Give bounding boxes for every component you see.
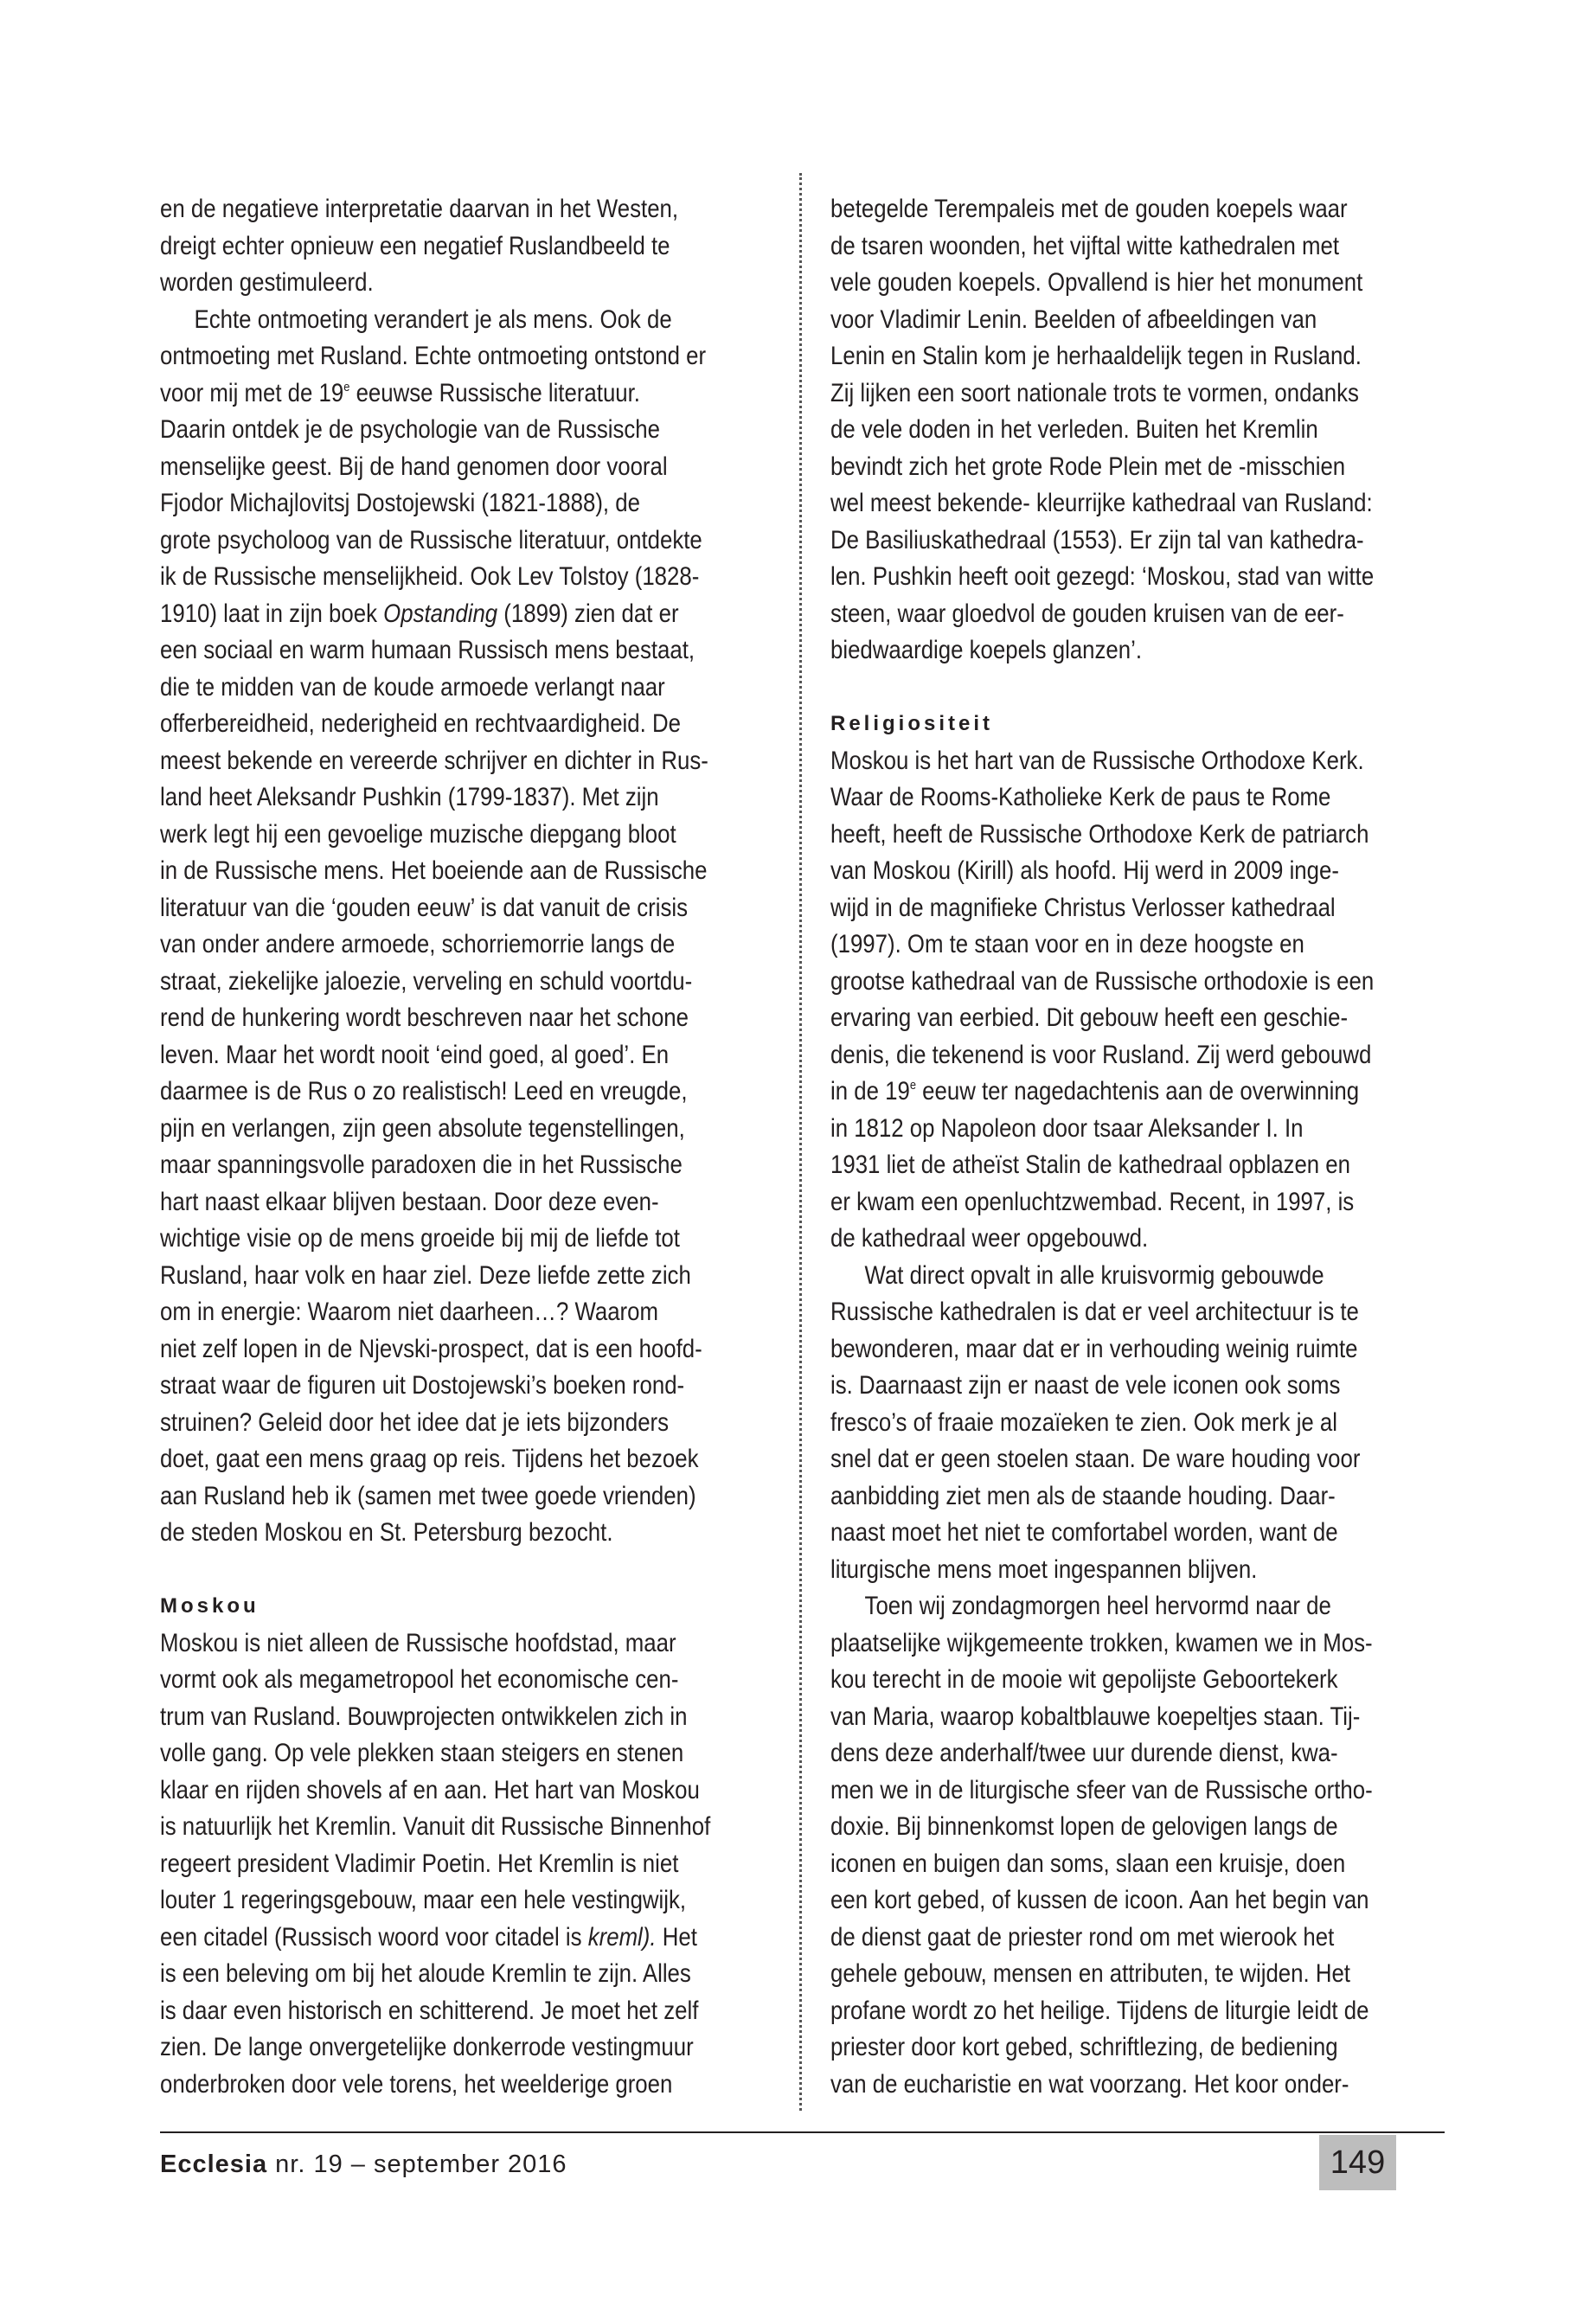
text-line: voor Vladimir Lenin. Beelden of afbeeldingen van bbox=[830, 304, 1317, 334]
text-line: doet, gaat een mens graag op reis. Tijdens het bezoek bbox=[160, 1445, 699, 1473]
text-line bbox=[830, 1074, 1362, 1111]
italic-text: kreml). bbox=[587, 1922, 657, 1952]
text-line: profane wordt zo het heilige. Tijdens de liturgie leidt de bbox=[830, 1996, 1369, 2025]
text-line: volle gang. Op vele plekken staan steigers en stenen bbox=[160, 1739, 684, 1767]
text-line: heeft, heeft de Russische Orthodoxe Kerk de patriarch bbox=[830, 819, 1369, 849]
text-span: Wat direct opvalt in alle kruisvormig gebouwde bbox=[864, 1260, 1324, 1290]
text-line: is natuurlijk het Kremlin. Vanuit dit Russische Binnenhof bbox=[160, 1812, 711, 1841]
blank-line bbox=[160, 1552, 673, 1589]
text-line: bevindt zich het grote Rode Plein met de -misschien bbox=[830, 452, 1346, 481]
text-line: literatuur van die ‘gouden eeuw’ is dat vanuit de crisis bbox=[160, 893, 688, 922]
text-line: biedwaardige koepels glanzen’. bbox=[830, 636, 1143, 664]
text-line: klaar en rijden shovels af en aan. Het hart van Moskou bbox=[160, 1775, 700, 1804]
text-line: Daarin ontdek je de psychologie van de Russische bbox=[160, 415, 660, 444]
text-line: er kwam een openluchtzwembad. Recent, in 1997, is bbox=[830, 1187, 1355, 1216]
text-line: de steden Moskou en St. Petersburg bezocht. bbox=[160, 1518, 613, 1547]
text-line: is. Daarnaast zijn er naast de vele iconen ook soms bbox=[830, 1371, 1341, 1400]
issue-info: nr. 19 – september 2016 bbox=[275, 2150, 567, 2178]
footer-publication bbox=[160, 2150, 567, 2179]
text-line: steen, waar gloedvol de gouden kruisen van de eer- bbox=[830, 599, 1344, 628]
text-span: voor mij met de 19 bbox=[160, 378, 344, 407]
text-line: meest bekende en vereerde schrijver en dichter in Rus- bbox=[160, 746, 708, 775]
text-line: in 1812 op Napoleon door tsaar Aleksander I. In bbox=[830, 1113, 1304, 1143]
text-line: betegelde Terempaleis met de gouden koepels waar bbox=[830, 195, 1348, 223]
text-line: priester door kort gebed, schriftlezing, de bediening bbox=[830, 2033, 1338, 2061]
text-line: struinen? Geleid door het idee dat je iets bijzonders bbox=[160, 1407, 670, 1437]
text-span: eeuwse Russische literatuur. bbox=[349, 378, 640, 407]
text-line: Fjodor Michajlovitsj Dostojewski (1821-1888), de bbox=[160, 489, 640, 517]
text-line: plaatselijke wijkgemeente trokken, kwamen we in Mos- bbox=[830, 1628, 1373, 1657]
text-line bbox=[830, 1258, 1362, 1295]
text-line: een kort gebed, of kussen de icoon. Aan het begin van bbox=[830, 1886, 1369, 1914]
text-line: de kathedraal weer opgebouwd. bbox=[830, 1224, 1149, 1253]
text-line: Lenin en Stalin kom je herhaaldelijk tegen in Rusland. bbox=[830, 342, 1362, 370]
text-line: land heet Aleksandr Pushkin (1799-1837). Met zijn bbox=[160, 783, 659, 811]
text-line: de dienst gaat de priester rond om met wierook het bbox=[830, 1922, 1335, 1952]
text-line: fresco’s of fraaie mozaïeken te zien. Ook merk je al bbox=[830, 1407, 1338, 1437]
text-line: vormt ook als megametropool het economische cen- bbox=[160, 1665, 679, 1694]
text-line: van onder andere armoede, schorriemorrie langs de bbox=[160, 930, 676, 958]
page-number: 149 bbox=[1319, 2135, 1396, 2190]
text-line: van Maria, waarop kobaltblauwe koepeltjes staan. Tij- bbox=[830, 1702, 1361, 1731]
text-line: denis, die tekenend is voor Rusland. Zij werd gebouwd bbox=[830, 1040, 1372, 1069]
text-line: Russische kathedralen is dat er veel architectuur is te bbox=[830, 1298, 1359, 1326]
text-line: ik de Russische menselijkheid. Ook Lev Tolstoy (1828- bbox=[160, 562, 700, 591]
text-line: Zij lijken een soort nationale trots te vormen, ondanks bbox=[830, 378, 1359, 407]
text-line: wel meest bekende- kleurrijke kathedraal van Rusland: bbox=[830, 489, 1373, 517]
text-line: pijn en verlangen, zijn geen absolute tegenstellingen, bbox=[160, 1113, 685, 1143]
text-line: doxie. Bij binnenkomst lopen de gelovigen langs de bbox=[830, 1812, 1338, 1841]
right-column bbox=[830, 191, 1449, 2103]
section-heading bbox=[160, 1588, 757, 1625]
text-line: wijd in de magnifieke Christus Verlosser kathedraal bbox=[830, 893, 1336, 922]
text-line: maar spanningsvolle paradoxen die in het Russische bbox=[160, 1150, 683, 1179]
text-line bbox=[160, 596, 679, 633]
italic-text: Opstanding bbox=[383, 599, 498, 628]
text-line: de tsaren woonden, het vijftal witte kathedralen met bbox=[830, 231, 1340, 260]
text-line: dreigt echter opnieuw een negatief Ruslandbeeld te bbox=[160, 231, 670, 260]
text-line: naast moet het niet te comfortabel worden, want de bbox=[830, 1518, 1338, 1547]
text-line: onderbroken door vele torens, het weelderige groen bbox=[160, 2069, 673, 2099]
text-line: worden gestimuleerd. bbox=[160, 268, 374, 297]
text-line: is een beleving om bij het aloude Kremlin te zijn. Alles bbox=[160, 1959, 691, 1988]
text-line: De Basiliuskathedraal (1553). Er zijn tal van kathedra- bbox=[830, 525, 1364, 554]
text-line: vele gouden koepels. Opvallend is hier het monument bbox=[830, 268, 1363, 297]
text-line: snel dat er geen stoelen staan. De ware houding voor bbox=[830, 1445, 1361, 1473]
text-line: wichtige visie op de mens groeide bij mij de liefde tot bbox=[160, 1224, 680, 1253]
text-line: leven. Maar het wordt nooit ‘eind goed, al goed’. En bbox=[160, 1040, 670, 1069]
text-line: offerbereidheid, nederigheid en rechtvaardigheid. De bbox=[160, 709, 681, 738]
text-span: Echte ontmoeting verandert je als mens. Ook de bbox=[194, 304, 672, 334]
text-line: trum van Rusland. Bouwprojecten ontwikkelen zich in bbox=[160, 1702, 688, 1731]
text-line: de vele doden in het verleden. Buiten het Kremlin bbox=[830, 415, 1318, 444]
superscript: e bbox=[909, 1078, 916, 1093]
blank-line bbox=[830, 670, 1362, 707]
text-line: Moskou is het hart van de Russische Orthodoxe Kerk. bbox=[830, 746, 1364, 775]
text-line: die te midden van de koude armoede verlangt naar bbox=[160, 672, 665, 702]
text-line: 1931 liet de atheïst Stalin de kathedraal opblazen en bbox=[830, 1150, 1351, 1179]
text-line: men we in de liturgische sfeer van de Russische ortho- bbox=[830, 1775, 1373, 1804]
text-line: Waar de Rooms-Katholieke Kerk de paus te Rome bbox=[830, 783, 1331, 811]
text-line: liturgische mens moet ingespannen blijven. bbox=[830, 1554, 1258, 1584]
text-line: gehele gebouw, mensen en attributen, te wijden. Het bbox=[830, 1959, 1350, 1988]
text-line: len. Pushkin heeft ooit gezegd: ‘Moskou, stad van witte bbox=[830, 562, 1375, 591]
text-span: (1899) zien dat er bbox=[497, 599, 679, 628]
text-line: regeert president Vladimir Poetin. Het Kremlin is niet bbox=[160, 1849, 679, 1878]
text-span: een citadel (Russisch woord voor citadel is bbox=[160, 1922, 588, 1952]
text-line: Rusland, haar volk en haar ziel. Deze liefde zette zich bbox=[160, 1260, 691, 1290]
text-line: ontmoeting met Rusland. Echte ontmoeting ontstond er bbox=[160, 342, 707, 370]
text-line: bewonderen, maar dat er in verhouding weinig ruimte bbox=[830, 1334, 1358, 1363]
text-line: louter 1 regeringsgebouw, maar een hele vestingwijk, bbox=[160, 1886, 687, 1914]
text-line: grote psycholoog van de Russische literatuur, ontdekte bbox=[160, 525, 702, 554]
text-line: hart naast elkaar blijven bestaan. Door deze even- bbox=[160, 1187, 659, 1216]
text-line: kou terecht in de mooie wit gepolijste Geboortekerk bbox=[830, 1665, 1338, 1694]
text-line: dens deze anderhalf/twee uur durende dienst, kwa- bbox=[830, 1739, 1338, 1767]
text-line bbox=[830, 1588, 1362, 1625]
text-span: Toen wij zondagmorgen heel hervormd naar de bbox=[864, 1592, 1331, 1620]
magazine-name: Ecclesia bbox=[160, 2150, 268, 2178]
text-line bbox=[160, 302, 673, 339]
text-line: iconen en buigen dan soms, slaan een kruisje, doen bbox=[830, 1849, 1346, 1878]
text-span: in de 19 bbox=[830, 1077, 910, 1106]
text-line: Moskou is niet alleen de Russische hoofdstad, maar bbox=[160, 1628, 676, 1657]
text-line: aanbidding ziet men als de staande houding. Daar- bbox=[830, 1481, 1336, 1510]
section-heading bbox=[830, 706, 1449, 743]
text-line: menselijke geest. Bij de hand genomen door vooral bbox=[160, 452, 668, 481]
text-line: om in energie: Waarom niet daarheen…? Waarom bbox=[160, 1298, 658, 1326]
text-line: ervaring van eerbied. Dit gebouw heeft een geschie- bbox=[830, 1003, 1349, 1032]
text-span: Moskou bbox=[160, 1594, 260, 1618]
text-line: grootse kathedraal van de Russische orthodoxie is een bbox=[830, 966, 1375, 996]
text-line: is daar even historisch en schitterend. Je moet het zelf bbox=[160, 1996, 699, 2025]
text-line: een sociaal en warm humaan Russisch mens bestaat, bbox=[160, 636, 695, 664]
text-line: daarmee is de Rus o zo realistisch! Leed en vreugde, bbox=[160, 1077, 688, 1106]
text-line: rend de hunkering wordt beschreven naar het schone bbox=[160, 1003, 689, 1032]
text-line: en de negatieve interpretatie daarvan in het Westen, bbox=[160, 195, 679, 223]
text-line: aan Rusland heb ik (samen met twee goede vrienden) bbox=[160, 1481, 696, 1510]
text-line bbox=[160, 1920, 697, 1957]
text-line bbox=[160, 375, 673, 413]
text-line: van de eucharistie en wat voorzang. Het koor onder- bbox=[830, 2069, 1349, 2099]
text-span: Religiositeit bbox=[830, 712, 994, 735]
text-span: eeuw ter nagedachtenis aan de overwinning bbox=[915, 1077, 1360, 1106]
text-span: Het bbox=[656, 1922, 697, 1952]
text-line: straat waar de figuren uit Dostojewski’s boeken rond- bbox=[160, 1371, 685, 1400]
text-line: (1997). Om te staan voor en in deze hoogste en bbox=[830, 930, 1304, 958]
text-line: in de Russische mens. Het boeiende aan de Russische bbox=[160, 856, 708, 885]
left-column bbox=[160, 191, 757, 2103]
text-line: werk legt hij een gevoelige muzische diepgang bloot bbox=[160, 819, 676, 849]
column-divider bbox=[799, 173, 802, 2111]
text-span: 1910) laat in zijn boek bbox=[160, 599, 384, 628]
text-line: van Moskou (Kirill) als hoofd. Hij werd in 2009 inge- bbox=[830, 856, 1339, 885]
text-line: zien. De lange onvergetelijke donkerrode vestingmuur bbox=[160, 2033, 694, 2061]
text-line: niet zelf lopen in de Njevski-prospect, dat is een hoofd- bbox=[160, 1334, 702, 1363]
text-line: straat, ziekelijke jaloezie, verveling en schuld voortdu- bbox=[160, 966, 693, 996]
footer-rule bbox=[160, 2131, 1445, 2133]
superscript: e bbox=[343, 379, 350, 394]
